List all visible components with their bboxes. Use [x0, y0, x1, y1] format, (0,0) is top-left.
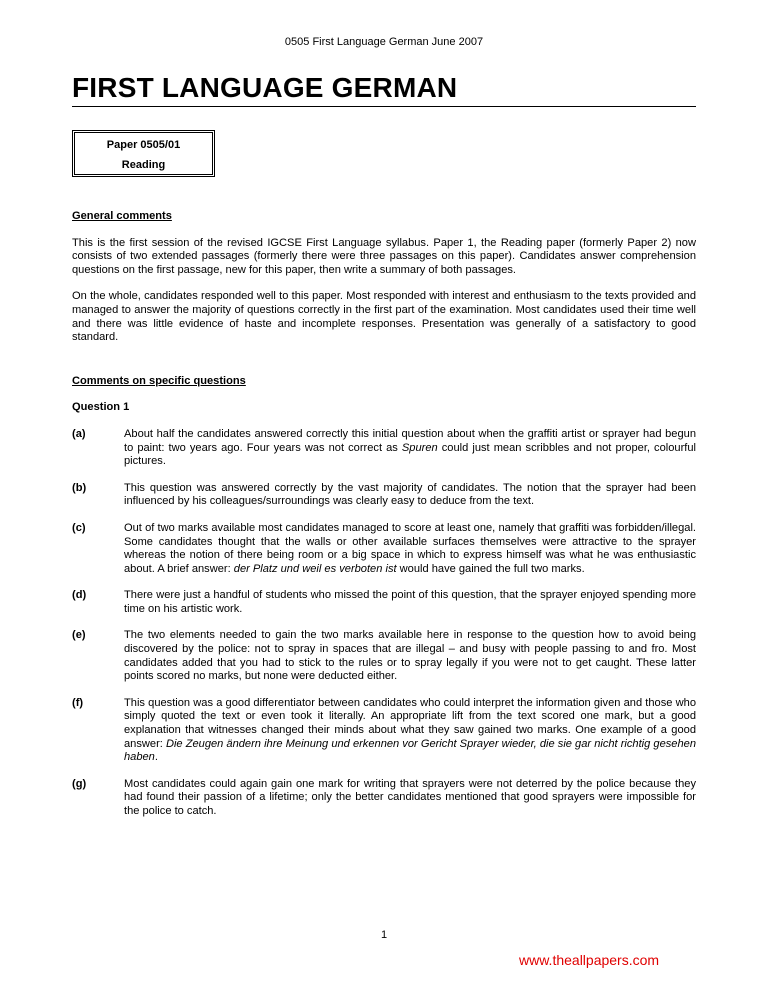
item-text: Out of two marks available most candidates managed to score at least one, namely that graffiti was forbidden/illegal. Some candidates thought that the walls or other available surfaces themselves were attractive to the sprayer whereas the notion of there being room or a big space in which to express himself was what he was enthusiastic about. A brief answer: der Platz und weil es verboten ist would have gained the full two marks.: [124, 521, 696, 575]
item-label: (d): [72, 589, 87, 602]
item-label: (g): [72, 777, 87, 790]
answer-item-f: [72, 697, 696, 765]
item-label: (b): [72, 481, 87, 494]
answer-item-d: [72, 589, 696, 616]
item-text: There were just a handful of students who missed the point of this question, that the sprayer enjoyed spending more time on his artistic work.: [124, 589, 696, 615]
item-label: (c): [72, 521, 86, 534]
website-link[interactable]: www.theallpapers.com: [519, 952, 660, 968]
general-paragraph-2: On the whole, candidates responded well to this paper. Most responded with interest and enthusiasm to the texts provided and managed to answer the majority of questions correctly in the first part of the examination. Most candidates used their time well and there was little evidence of haste and incomplete responses. Presentation was generally of a satisfactory to good standard.: [72, 290, 696, 344]
item-label: (f): [72, 696, 84, 709]
paper-info-box: [72, 130, 215, 177]
answer-item-c: [72, 522, 696, 576]
quoted-answer: Die Zeugen ändern ihre Meinung und erkennen vor Gericht Sprayer wieder, die sie gar nicht richtig gesehen haben: [124, 737, 696, 764]
quoted-answer: der Platz und weil es verboten ist: [233, 562, 397, 575]
specific-comments-heading: Comments on specific questions: [72, 374, 246, 387]
general-comments-heading: General comments: [72, 210, 172, 222]
answer-item-a: [72, 428, 696, 469]
answer-item-g: [72, 778, 696, 819]
paper-type: Reading: [121, 159, 166, 171]
question-heading: Question 1: [72, 401, 130, 414]
page-number: 1: [380, 929, 388, 941]
report-body: [72, 210, 696, 832]
item-label: (a): [72, 427, 86, 440]
running-header: 0505 First Language German June 2007: [284, 36, 484, 48]
item-text: About half the candidates answered correctly this initial question about when the graffiti artist or sprayer had begun to paint: two years ago. Four years was not correct as Spuren could just mean scribbles and not proper, colourful pictures.: [124, 427, 696, 468]
quoted-word: Spuren: [401, 441, 438, 454]
document-title: FIRST LANGUAGE GERMAN: [72, 72, 696, 107]
general-paragraph-1: This is the first session of the revised IGCSE First Language syllabus. Paper 1, the Reading paper (formerly Paper 2) now consists of two extended passages (formerly there were three passages on this paper). Candidates answer comprehension questions on the first passage, new for this paper, then write a summary of both passages.: [72, 236, 696, 276]
answer-item-e: [72, 629, 696, 683]
item-text: Most candidates could again gain one mark for writing that sprayers were not deterred by the police because they had found their passion of a lifetime; only the better candidates mentioned that good sprayers were impossible for the police to catch.: [124, 777, 696, 817]
item-label: (e): [72, 629, 86, 642]
answer-item-b: [72, 482, 696, 509]
item-text: This question was a good differentiator between candidates who could interpret the information given and those who simply quoted the text or even took it literally. An appropriate lift from the text scored one mark, but a good explanation that witnesses changed their minds about what they saw gained two marks. One example of a good answer: Die Zeugen ändern ihre Meinung und erkennen vor Gericht Sprayer wieder, die sie gar nicht richtig gesehen haben.: [124, 696, 696, 764]
item-text: The two elements needed to gain the two marks available here in response to the question how to avoid being discovered by the police: not to spray in spaces that are illegal – and busy with people passing to and fro. Most candidates added that you had to stick to the rules or to spray legally if you were not to get caught. These latter points scored no marks, but none were deducted either.: [124, 629, 696, 683]
paper-number: Paper 0505/01: [106, 139, 181, 151]
item-text: This question was answered correctly by the vast majority of candidates. The notion that the sprayer had been influenced by his colleagues/surroundings was clearly easy to deduce from the text.: [124, 481, 696, 508]
